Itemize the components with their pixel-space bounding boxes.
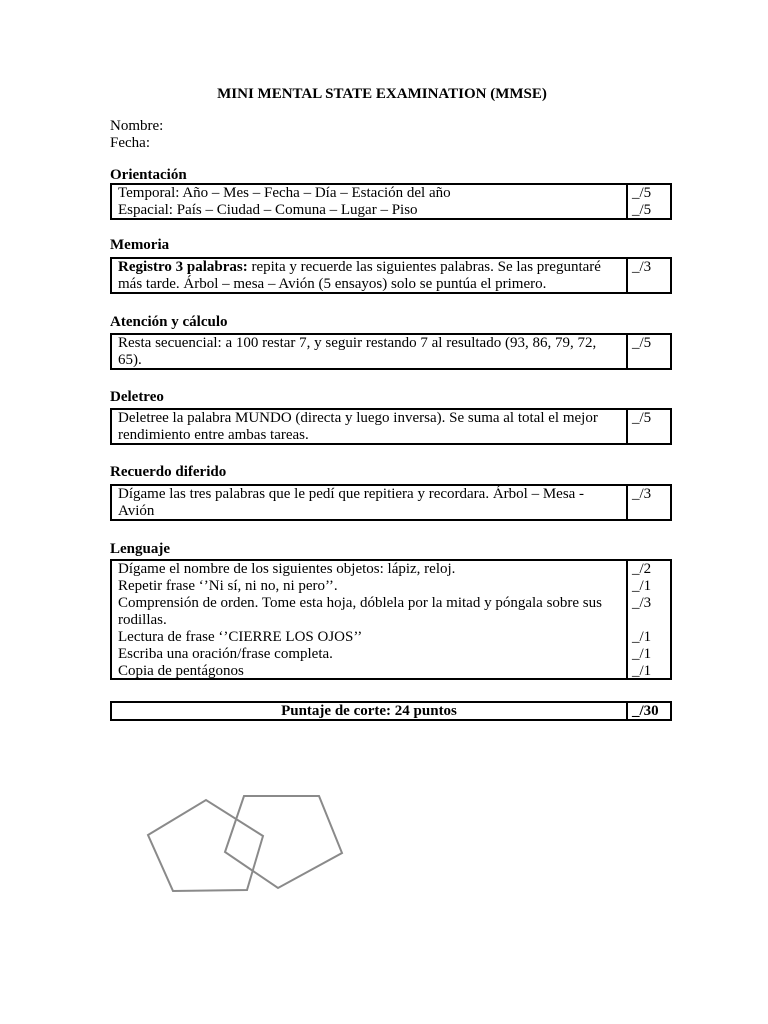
score-deletreo: _/5	[632, 410, 652, 426]
memoria-label: Registro 3 palabras:	[118, 259, 248, 275]
section-heading-atencion: Atención y cálculo	[110, 314, 228, 330]
pentagon-left	[148, 800, 263, 891]
score-memoria: _/3	[632, 259, 652, 275]
lenguaje-item-repetir: Repetir frase ‘’Ni sí, ni no, ni pero’’.	[118, 578, 338, 594]
nombre-field: Nombre:	[110, 118, 164, 134]
document-title: MINI MENTAL STATE EXAMINATION (MMSE)	[217, 86, 547, 102]
score-escritura: _/1	[632, 646, 652, 662]
deletreo-box	[110, 408, 672, 445]
lenguaje-item-nombrar: Dígame el nombre de los siguientes objetos: lápiz, reloj.	[118, 561, 456, 577]
score-copia: _/1	[632, 663, 652, 679]
memoria-text: repita y recuerde las siguientes palabras. Se las preguntaré más tarde. Árbol – mesa – Avión (5 ensayos) solo se puntúa el primero.	[118, 259, 601, 292]
section-heading-lenguaje: Lenguaje	[110, 541, 170, 557]
orientacion-temporal: Temporal: Año – Mes – Fecha – Día – Estación del año	[118, 185, 451, 201]
lenguaje-item-lectura: Lectura de frase ‘’CIERRE LOS OJOS’’	[118, 629, 363, 645]
total-box	[110, 701, 672, 721]
lenguaje-box	[110, 559, 672, 680]
section-heading-memoria: Memoria	[110, 237, 170, 253]
section-heading-orientacion: Orientación	[110, 167, 187, 183]
score-espacial: _/5	[632, 202, 652, 218]
lenguaje-item-copia: Copia de pentágonos	[118, 663, 244, 679]
memoria-box	[110, 257, 672, 294]
score-comprension: _/3	[632, 595, 652, 611]
recuerdo-text: Dígame las tres palabras que le pedí que repitiera y recordara. Árbol – Mesa - Avión	[118, 486, 585, 519]
score-nombrar: _/2	[632, 561, 652, 577]
section-heading-recuerdo: Recuerdo diferido	[110, 464, 227, 480]
score-atencion: _/5	[632, 335, 652, 351]
section-heading-deletreo: Deletreo	[110, 389, 164, 405]
score-recuerdo: _/3	[632, 486, 652, 502]
total-label: Puntaje de corte: 24 puntos	[281, 703, 457, 719]
lenguaje-item-comprension: Comprensión de orden. Tome esta hoja, dóblela por la mitad y póngala sobre sus rodillas.	[118, 595, 602, 628]
total-score: _/30	[626, 703, 670, 719]
fecha-field: Fecha:	[110, 135, 150, 151]
atencion-box	[110, 333, 672, 370]
score-temporal: _/5	[632, 185, 652, 201]
pentagons-drawing	[140, 790, 350, 900]
recuerdo-box	[110, 484, 672, 521]
deletreo-text: Deletree la palabra MUNDO (directa y luego inversa). Se suma al total el mejor rendimiento entre ambas tareas.	[118, 410, 598, 443]
score-lectura: _/1	[632, 629, 652, 645]
orientacion-box	[110, 183, 672, 220]
orientacion-espacial: Espacial: País – Ciudad – Comuna – Lugar – Piso	[118, 202, 418, 218]
atencion-text: Resta secuencial: a 100 restar 7, y seguir restando 7 al resultado (93, 86, 79, 72, 65).	[118, 335, 597, 368]
lenguaje-item-escritura: Escriba una oración/frase completa.	[118, 646, 333, 662]
score-repetir: _/1	[632, 578, 652, 594]
pentagon-right	[225, 796, 342, 888]
